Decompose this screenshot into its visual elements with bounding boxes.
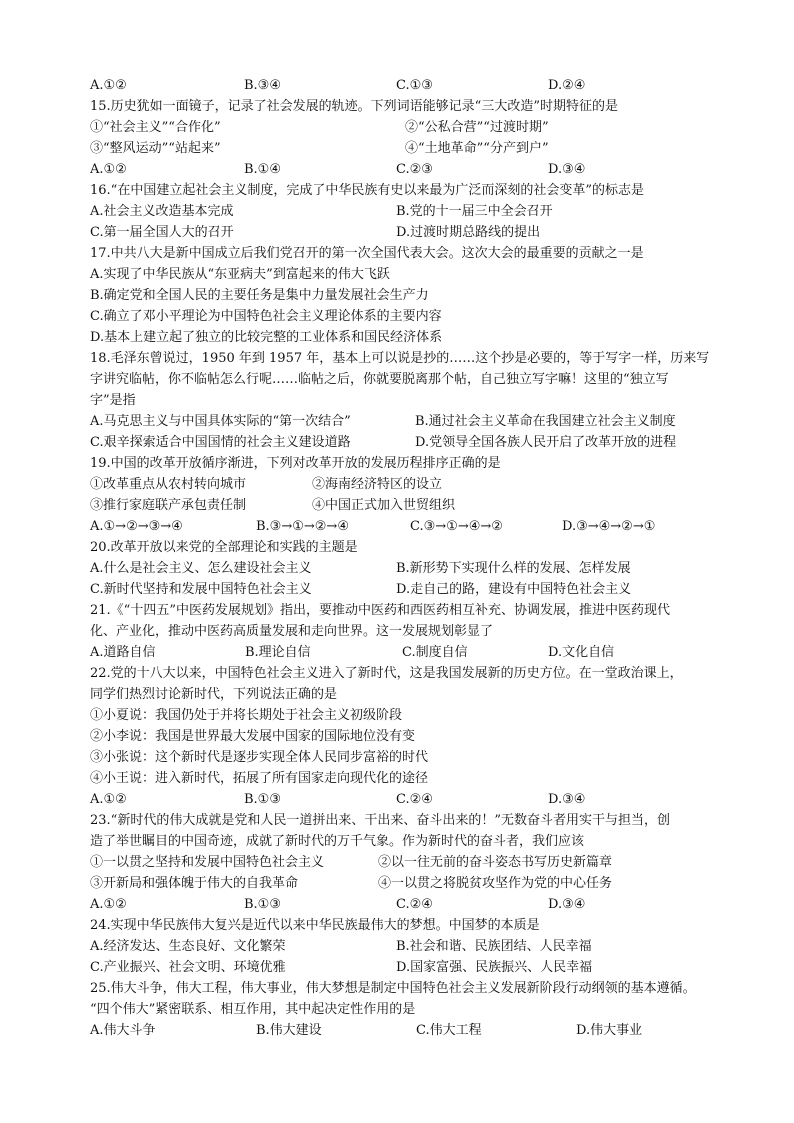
q23-stem-line2: 造了举世瞩目的中国奇迹，成就了新时代的万千气象。作为新时代的奋斗者，我们应该 bbox=[90, 834, 585, 849]
q24-option-a: A.经济发达、生态良好、文化繁荣 bbox=[90, 939, 286, 954]
q20-option-a: A.什么是社会主义、怎么建设社会主义 bbox=[90, 561, 312, 576]
q16-option-a: A.社会主义改造基本完成 bbox=[90, 204, 234, 219]
q15-option-d: D.③④ bbox=[548, 162, 586, 177]
q22-option-a: A.①② bbox=[90, 792, 127, 807]
q18-option-a: A.马克思主义与中国具体实际的“第一次结合” bbox=[90, 414, 351, 429]
q16-option-b: B.党的十一届三中全会召开 bbox=[396, 204, 553, 219]
q20-stem: 20.改革开放以来党的全部理论和实践的主题是 bbox=[90, 540, 358, 555]
q19-option-c: C.③→①→④→② bbox=[410, 519, 503, 534]
q20-option-d: D.走自己的路，建设有中国特色社会主义 bbox=[396, 582, 632, 597]
q17-option-a: A.实现了中华民族从“东亚病夫”到富起来的伟大飞跃 bbox=[90, 267, 390, 282]
q24-stem: 24.实现中华民族伟大复兴是近代以来中华民族最伟大的梦想。中国梦的本质是 bbox=[90, 918, 540, 933]
q17-stem: 17.中共八大是新中国成立后我们党召开的第一次全国代表大会。这次大会的最重要的贡献之一是 bbox=[90, 246, 644, 261]
q20-option-c: C.新时代坚持和发展中国特色社会主义 bbox=[90, 582, 312, 597]
q15-item-2: ②“公私合营”“过渡时期” bbox=[405, 120, 549, 135]
q14-option-a: A.①② bbox=[90, 78, 127, 93]
q18-option-c: C.艰辛探索适合中国国情的社会主义建设道路 bbox=[90, 435, 351, 450]
q25-stem-line2: “四个伟大”紧密联系、相互作用，其中起决定性作用的是 bbox=[90, 1002, 416, 1017]
q22-option-b: B.①③ bbox=[244, 792, 281, 807]
q19-stem: 19.中国的改革开放循序渐进，下列对改革开放的发展历程排序正确的是 bbox=[90, 456, 501, 471]
q16-option-d: D.过渡时期总路线的提出 bbox=[396, 225, 541, 240]
q15-stem: 15.历史犹如一面镜子，记录了社会发展的轨迹。下列词语能够记录“三大改造”时期特征的是 bbox=[90, 99, 618, 114]
q23-option-b: B.①③ bbox=[244, 897, 281, 912]
q22-option-d: D.③④ bbox=[548, 792, 586, 807]
q21-option-c: C.制度自信 bbox=[402, 645, 468, 660]
q25-option-c: C.伟大工程 bbox=[416, 1023, 482, 1038]
q19-item-2: ②海南经济特区的设立 bbox=[312, 477, 443, 492]
q14-option-b: B.③④ bbox=[244, 78, 281, 93]
q15-item-4: ④“土地革命”“分产到户” bbox=[405, 141, 549, 156]
q22-item-2: ②小李说：我国是世界最大发展中国家的国际地位没有变 bbox=[90, 729, 416, 744]
q24-option-c: C.产业振兴、社会文明、环境优雅 bbox=[90, 960, 286, 975]
q20-option-b: B.新形势下实现什么样的发展、怎样发展 bbox=[396, 561, 631, 576]
q25-option-b: B.伟大建设 bbox=[256, 1023, 322, 1038]
q23-option-a: A.①② bbox=[90, 897, 127, 912]
q21-stem-line2: 化、产业化，推动中医药高质量发展和走向世界。这一发展规划彰显了 bbox=[90, 624, 494, 639]
q23-option-c: C.②④ bbox=[396, 897, 433, 912]
q21-stem-line1: 21.《“十四五”中医药发展规划》指出，要推动中医药和西医药相互补充、协调发展，推进中医药现代 bbox=[90, 603, 670, 618]
q18-option-d: D.党领导全国各族人民开启了改革开放的进程 bbox=[415, 435, 677, 450]
q21-option-b: B.理论自信 bbox=[245, 645, 311, 660]
q14-option-c: C.①③ bbox=[396, 78, 433, 93]
q17-option-c: C.确立了邓小平理论为中国特色社会主义理论体系的主要内容 bbox=[90, 309, 442, 324]
q15-option-a: A.①② bbox=[90, 162, 127, 177]
q24-option-b: B.社会和谐、民族团结、人民幸福 bbox=[396, 939, 592, 954]
q23-item-2: ②以一往无前的奋斗姿态书写历史新篇章 bbox=[378, 855, 613, 870]
q22-item-1: ①小夏说：我国仍处于并将长期处于社会主义初级阶段 bbox=[90, 708, 403, 723]
q21-option-d: D.文化自信 bbox=[548, 645, 615, 660]
q17-option-b: B.确定党和全国人民的主要任务是集中力量发展社会生产力 bbox=[90, 288, 429, 303]
q19-option-a: A.①→②→③→④ bbox=[90, 519, 183, 534]
q21-option-a: A.道路自信 bbox=[90, 645, 156, 660]
q22-option-c: C.②④ bbox=[396, 792, 433, 807]
q22-item-4: ④小王说：进入新时代，拓展了所有国家走向现代化的途径 bbox=[90, 771, 429, 786]
q14-option-d: D.②④ bbox=[548, 78, 586, 93]
q18-stem-line3: 字”是指 bbox=[90, 393, 136, 408]
q19-option-d: D.③→④→②→① bbox=[562, 519, 656, 534]
q15-item-1: ①“社会主义”“合作化” bbox=[90, 120, 221, 135]
q19-item-3: ③推行家庭联产承包责任制 bbox=[90, 498, 247, 513]
q23-option-d: D.③④ bbox=[548, 897, 586, 912]
q15-option-c: C.②③ bbox=[396, 162, 433, 177]
q18-stem-line1: 18.毛泽东曾说过，1950 年到 1957 年，基本上可以说是抄的……这个抄是必要的，等于写字一样，历来写 bbox=[90, 351, 710, 366]
q25-option-d: D.伟大事业 bbox=[576, 1023, 643, 1038]
q15-option-b: B.①④ bbox=[244, 162, 281, 177]
q18-stem-line2: 字讲究临帖，你不临帖怎么行呢……临帖之后，你就要脱离那个帖，自己独立写字嘛！这里的“独立写 bbox=[90, 372, 669, 387]
q22-item-3: ③小张说：这个新时代是逐步实现全体人民同步富裕的时代 bbox=[90, 750, 429, 765]
q23-item-4: ④一以贯之将脱贫攻坚作为党的中心任务 bbox=[378, 876, 613, 891]
q22-stem-line1: 22.党的十八大以来，中国特色社会主义进入了新时代，这是我国发展新的历史方位。在一堂政治课上， bbox=[90, 666, 683, 681]
q25-stem-line1: 25.伟大斗争，伟大工程，伟大事业，伟大梦想是制定中国特色社会主义发展新阶段行动纲领的基本遵循。 bbox=[90, 981, 696, 996]
q23-item-1: ①一以贯之坚持和发展中国特色社会主义 bbox=[90, 855, 325, 870]
q24-option-d: D.国家富强、民族振兴、人民幸福 bbox=[396, 960, 593, 975]
q19-item-4: ④中国正式加入世贸组织 bbox=[312, 498, 456, 513]
q16-stem: 16.“在中国建立起社会主义制度，完成了中华民族有史以来最为广泛而深刻的社会变革”的标志是 bbox=[90, 183, 644, 198]
q22-stem-line2: 同学们热烈讨论新时代，下列说法正确的是 bbox=[90, 687, 338, 702]
q19-option-b: B.③→①→②→④ bbox=[256, 519, 349, 534]
q17-option-d: D.基本上建立起了独立的比较完整的工业体系和国民经济体系 bbox=[90, 330, 443, 345]
q16-option-c: C.第一届全国人大的召开 bbox=[90, 225, 234, 240]
q25-option-a: A.伟大斗争 bbox=[90, 1023, 156, 1038]
q23-stem-line1: 23.“新时代的伟大成就是党和人民一道拼出来、干出来、奋斗出来的！”无数奋斗者用实干与担当，创 bbox=[90, 813, 670, 828]
q18-option-b: B.通过社会主义革命在我国建立社会主义制度 bbox=[415, 414, 676, 429]
q15-item-3: ③“整风运动”“站起来” bbox=[90, 141, 221, 156]
q23-item-3: ③开新局和强体魄于伟大的自我革命 bbox=[90, 876, 299, 891]
q19-item-1: ①改革重点从农村转向城市 bbox=[90, 477, 247, 492]
